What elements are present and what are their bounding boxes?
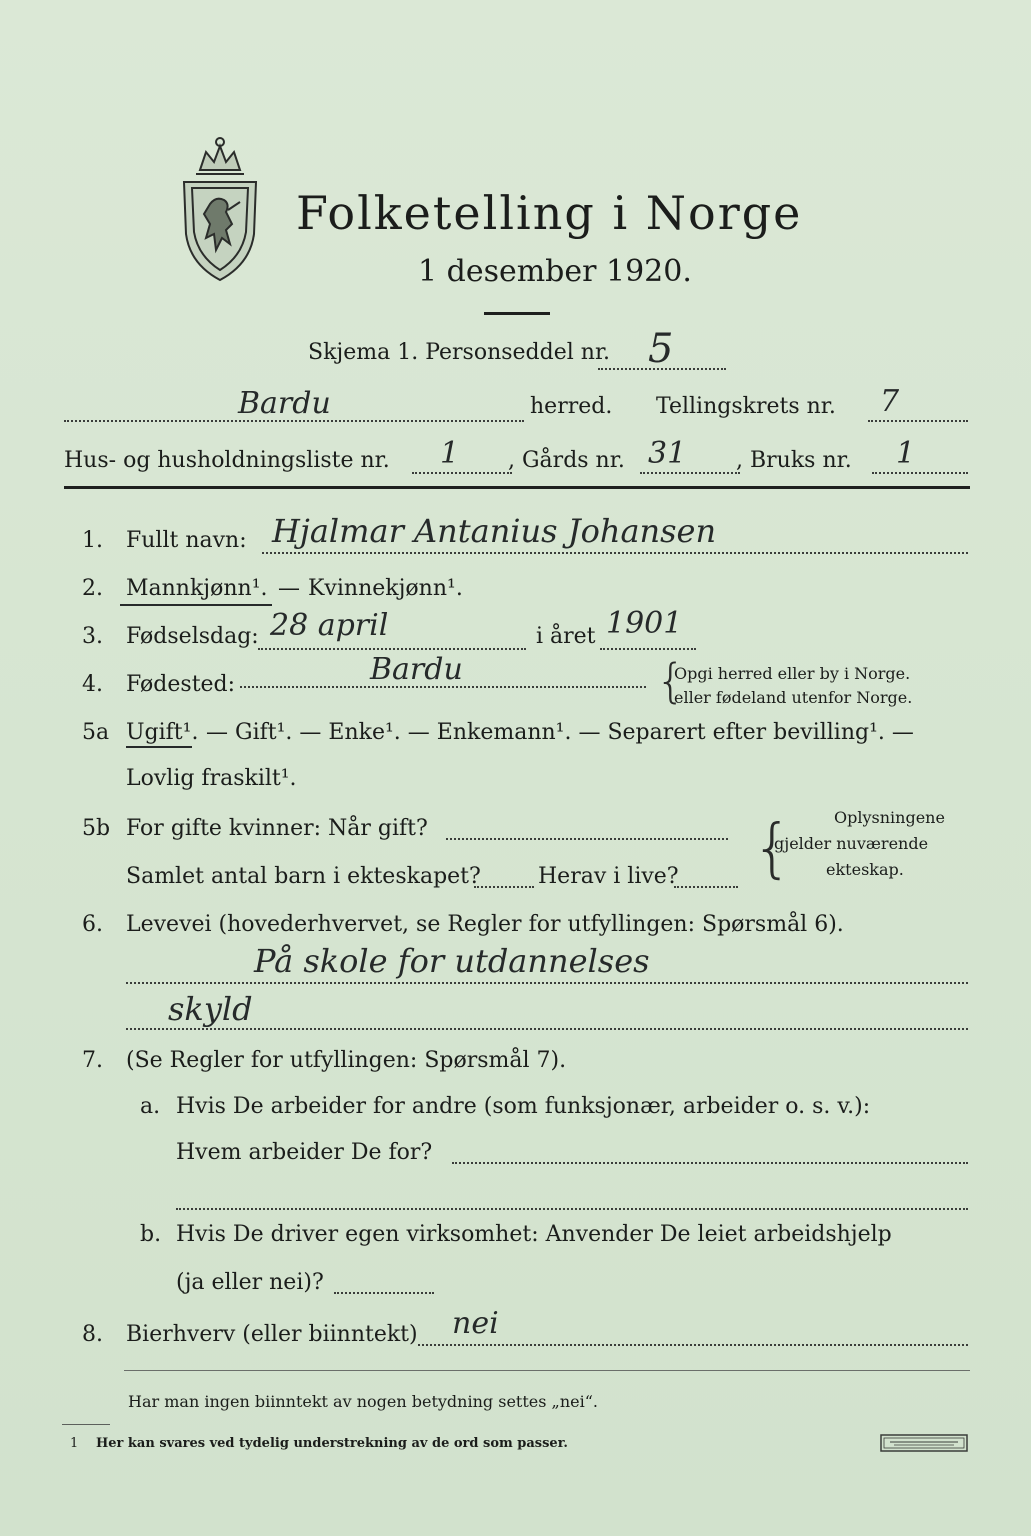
- footnote-number: 1: [70, 1436, 79, 1451]
- q5b-number: 5b: [82, 816, 111, 841]
- q4-label: Fødested:: [126, 672, 236, 697]
- q1-number: 1.: [82, 528, 103, 553]
- q3-date-field-line: [258, 648, 526, 650]
- q7a-label: Hvis De arbeider for andre (som funksjonær, arbeider o. s. v.):: [176, 1094, 871, 1119]
- q4-birthplace-value[interactable]: Bardu: [370, 652, 463, 687]
- personseddel-label: Skjema 1. Personseddel nr.: [308, 340, 611, 365]
- q5b-children-label: Samlet antal barn i ekteskapet?: [126, 864, 481, 889]
- q6-value-line1[interactable]: På skole for utdannelses: [254, 942, 650, 980]
- q1-field-line: [262, 552, 968, 554]
- husholdningsliste-value[interactable]: 1: [440, 436, 460, 471]
- q3-year-value[interactable]: 1901: [606, 606, 683, 641]
- q5a-other-options[interactable]: — Gift¹. — Enke¹. — Enkemann¹. — Separert efter bevilling¹. —: [206, 720, 914, 745]
- q3-year-field-line: [600, 648, 696, 650]
- q5a-ugift-underline: [126, 746, 192, 748]
- q6-number: 6.: [82, 912, 103, 937]
- q7-number: 7.: [82, 1048, 103, 1073]
- personseddel-value[interactable]: 5: [648, 326, 674, 372]
- q5b-married-when-label: For gifte kvinner: Når gift?: [126, 816, 428, 841]
- q7b-label: Hvis De driver egen virksomhet: Anvender De leiet arbeidshjelp: [176, 1222, 892, 1247]
- q5b-alive-label: Herav i live?: [538, 864, 679, 889]
- q3-birthday-value[interactable]: 28 april: [270, 608, 389, 643]
- herred-value[interactable]: Bardu: [238, 386, 331, 421]
- herred-label: herred.: [530, 394, 613, 419]
- q5b-married-when-field-line[interactable]: [446, 838, 728, 840]
- q7b-yes-no-label: (ja eller nei)?: [176, 1270, 324, 1295]
- q7-label: (Se Regler for utfyllingen: Spørsmål 7).: [126, 1048, 567, 1073]
- tellingskrets-label: Tellingskrets nr.: [656, 394, 836, 419]
- footnote-text: Her kan svares ved tydelig understrekning av de ord som passer.: [96, 1436, 568, 1451]
- q2-number: 2.: [82, 576, 103, 601]
- footer-divider: [124, 1370, 970, 1371]
- title-divider: [484, 312, 550, 315]
- q8-field-line: [418, 1344, 968, 1346]
- q5b-note-brace: {: [752, 812, 793, 886]
- footnote-rule: [62, 1424, 110, 1425]
- q8-secondary-income-value[interactable]: nei: [452, 1306, 499, 1341]
- q8-number: 8.: [82, 1322, 103, 1347]
- q5a-ugift-option[interactable]: Ugift¹.: [126, 720, 199, 745]
- q7a-employer-label: Hvem arbeider De for?: [176, 1140, 433, 1165]
- q2-male-underline: [120, 604, 272, 606]
- q4-note-brace: {: [656, 654, 686, 708]
- q3-number: 3.: [82, 624, 103, 649]
- q4-note-line2: eller fødeland utenfor Norge.: [674, 688, 913, 707]
- tellingskrets-value[interactable]: 7: [880, 384, 900, 419]
- q6-label: Levevei (hovederhvervet, se Regler for utfyllingen: Spørsmål 6).: [126, 912, 844, 937]
- census-date: 1 desember 1920.: [418, 254, 692, 289]
- q4-note-line1: Opgi herred eller by i Norge.: [674, 664, 911, 683]
- q3-year-label: i året: [536, 624, 596, 649]
- husholdningsliste-field-line: [412, 472, 512, 474]
- q2-separator: —: [278, 576, 300, 601]
- q5a-number: 5a: [82, 720, 110, 745]
- q7b-letter: b.: [140, 1222, 162, 1247]
- q7b-yes-no-field-line[interactable]: [334, 1292, 434, 1294]
- q5a-lovlig-fraskilt-option[interactable]: Lovlig fraskilt¹.: [126, 766, 297, 791]
- q4-number: 4.: [82, 672, 103, 697]
- norway-coat-of-arms-icon: [172, 134, 268, 284]
- q7a-employer-field-line[interactable]: [452, 1162, 968, 1164]
- husholdningsliste-label: Hus- og husholdningsliste nr.: [64, 448, 390, 473]
- q2-male-option[interactable]: Mannkjønn¹.: [126, 576, 268, 601]
- gards-field-line: [640, 472, 740, 474]
- tellingskrets-field-line: [868, 420, 968, 422]
- q5b-note-line1: Oplysningene: [834, 808, 945, 827]
- bruks-field-line: [872, 472, 968, 474]
- q5b-note-line3: ekteskap.: [826, 860, 904, 879]
- bruks-label: , Bruks nr.: [736, 448, 852, 473]
- form-title: Folketelling i Norge: [296, 186, 803, 240]
- printer-stamp-icon: [880, 1434, 968, 1452]
- q3-label: Fødselsdag:: [126, 624, 259, 649]
- q2-female-option[interactable]: Kvinnekjønn¹.: [308, 576, 463, 601]
- gards-value[interactable]: 31: [648, 436, 687, 471]
- header-divider: [64, 486, 970, 489]
- q6-value-line2[interactable]: skyld: [168, 990, 253, 1028]
- q8-label: Bierhverv (eller biinntekt): [126, 1322, 418, 1347]
- bruks-value[interactable]: 1: [896, 436, 916, 471]
- gards-label: , Gårds nr.: [508, 448, 625, 473]
- q6-field-line1: [126, 982, 968, 984]
- q1-label: Fullt navn:: [126, 528, 247, 553]
- q5b-alive-field-line[interactable]: [674, 886, 738, 888]
- q5b-children-field-line[interactable]: [474, 886, 534, 888]
- q5b-note-line2: gjelder nuværende: [774, 834, 929, 853]
- q7a-employer-field-line2[interactable]: [176, 1208, 968, 1210]
- q7a-letter: a.: [140, 1094, 161, 1119]
- q6-field-line2: [126, 1028, 968, 1030]
- q1-full-name-value[interactable]: Hjalmar Antanius Johansen: [272, 512, 717, 550]
- footer-note: Har man ingen biinntekt av nogen betydning settes „nei“.: [128, 1392, 598, 1411]
